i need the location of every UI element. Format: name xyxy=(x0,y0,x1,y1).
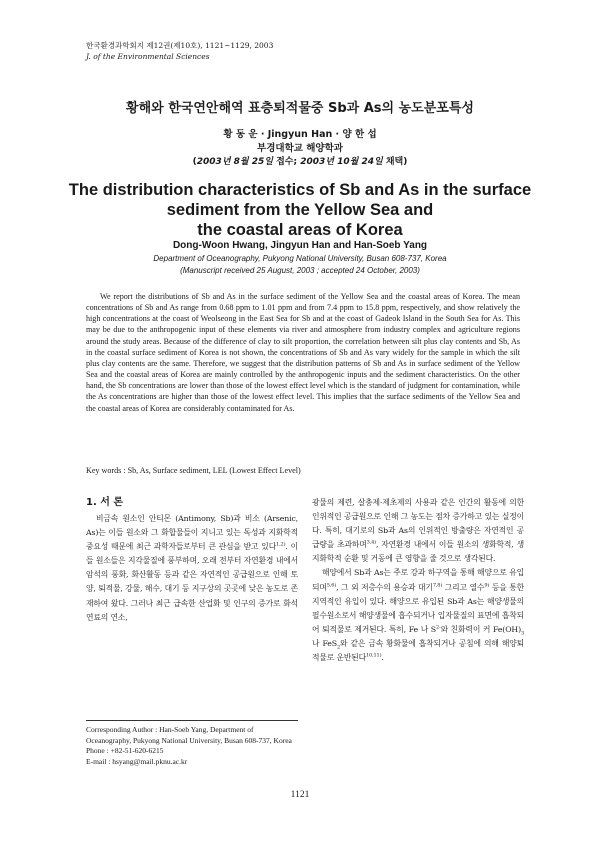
body-column-left xyxy=(86,496,298,625)
citation-ref: 3,4) xyxy=(366,539,376,546)
footnote-author: Corresponding Author : Han-Soeb Yang, Department of Oceanography, Pukyong National University, Busan 608-737, Korea xyxy=(86,725,292,745)
received-date: 2003년 8월 25일 xyxy=(196,157,273,167)
english-title xyxy=(60,180,540,240)
english-title-line: The distribution characteristics of Sb and As in the surface xyxy=(68,181,532,199)
accepted-label: 채택 xyxy=(385,157,404,167)
footnote-phone: Phone : +82-51-620-6215 xyxy=(86,746,164,755)
body-column-right xyxy=(312,496,524,665)
accepted-date: 2003년 10월 24일 xyxy=(300,157,383,167)
citation-ref: 7,8) xyxy=(432,581,443,588)
korean-affiliation: 부경대학교 해양학과 xyxy=(257,143,343,154)
english-authors: Dong-Woon Hwang, Jingyun Han and Han-Soeb Yang xyxy=(172,240,428,251)
paragraph-text: 해양에서 Sb과 As는 주로 강과 하구역을 통해 해양으로 유입되며 xyxy=(312,568,524,592)
paragraph-text: 비금속 원소인 안티몬 (Antimony, Sb)과 비소 (Arsenic, As)는 이들 원소와 그 화합물들이 지니고 있는 독성과 지화학적 중요성 때문에 최근 과학자들로부터 큰 관심을 받고 있다 xyxy=(86,514,298,552)
citation-ref: 5,6) xyxy=(326,581,337,588)
citation-ref: 9) xyxy=(484,581,490,588)
journal-name: J. of the Environmental Sciences xyxy=(86,52,210,61)
received-label: 접수; xyxy=(276,157,298,167)
body-paragraph xyxy=(312,566,524,665)
paragraph-text: 와 친화력이 커 Fe(OH) xyxy=(440,624,521,634)
paragraph-text: , 그 외 저층수의 용승과 대기 xyxy=(336,582,433,592)
journal-citation: 한국환경과학회지 제12권(제10호), 1121~1129, 2003 xyxy=(86,41,274,50)
citation-ref: 1,2) xyxy=(276,541,286,548)
page-number: 1121 xyxy=(290,790,310,800)
manuscript-dates: (Manuscript received 25 August, 2003 ; accepted 24 October, 2003) xyxy=(180,266,420,275)
body-paragraph xyxy=(86,512,298,625)
citation-ref: 10,11) xyxy=(366,652,382,659)
english-title-line: the coastal areas of Korea xyxy=(197,221,403,239)
korean-title: 황해와 한국연안해역 표층퇴적물중 Sb과 As의 농도분포특성 xyxy=(126,101,474,116)
subscript: 3 xyxy=(520,630,525,637)
corresponding-author-footnote xyxy=(86,720,298,767)
paragraph-text: 등을 통한 지역적인 유입이 있다. 해양으로 유입된 Sb과 As는 해양생물의 필수원소로서 해양생물에 흡수되거나 입자물질의 표면에 흡착되어 퇴적물로 제거된다. 특히, Fe 나 S xyxy=(312,582,524,634)
english-affiliation: Department of Oceanography, Pukyong National University, Busan 608-737, Korea xyxy=(153,254,447,263)
paragraph-text: . xyxy=(381,653,384,663)
footnote-email: E-mail : hsyang@mail.pknu.ac.kr xyxy=(86,756,188,766)
superscript-charge: 2- xyxy=(436,624,441,631)
body-paragraph xyxy=(312,496,524,566)
abstract: We report the distributions of Sb and As in the surface sediment of the Yellow Sea and the coastal areas of Korea. The mean concentrations of Sb and As range from 0.68 ppm to 1.01 ppm and from 7.4 ppm to 15.8 ppm, respectively, and show relatively the high concentrations at the coast of Weolseong in the East Sea for Sb and at the coast of Gadeok Island in the South Sea for As. This may be due to the anthropogenic input of these elements via river and atmosphere from industry complex and agriculture regions around the study areas. Because of the difference of clay to silt proportion, the correlation between silt plus clay contents and Sb, As in the coastal surface sediment of Korea is not shown, the concentrations of Sb and As vary widely for the sample in which the silt plus clay contents are the same. Therefore, we suggest that the distribution patterns of Sb and As in surface sediment of the Yellow Sea and the coastal areas of Korea are mainly controlled by the anthropogenic inputs and the sediment characteristics. On the other hand, the Sb concentrations are lower than those of the lowest effect level which is the standard of judgment for contamination, while the As concentrations are higher than those of the lowest effect level. This implies that the surface sediments of the Yellow Sea and the coastal areas of Korea are considerably contaminated for As. xyxy=(86,292,520,413)
section-heading: 1. 서 론 xyxy=(86,497,124,508)
footnote-divider xyxy=(86,720,298,721)
korean-dates: (2003년 8월 25일 접수; 2003년 10월 24일 채택) xyxy=(192,157,408,167)
paragraph-text: . 이들 원소들은 지각물질에 풍부하며, 오래 전부터 자연환경 내에서 암석의 풍화, 화산활동 등과 같은 자연적인 공급원으로 인해 토양, 퇴적물, 강물, 해수, 대기 등 지구상의 곳곳에 낮은 농도로 존재하여 왔다. 그러나 최근 급속한 산업화 및 인구의 증가로 화석연료의 연소, xyxy=(86,542,298,622)
keywords: Key words : Sb, As, Surface sediment, LEL (Lowest Effect Level) xyxy=(86,466,301,475)
paragraph-text: 와 같은 금속 황화물에 흡착되거나 공침에 의해 해양퇴적물로 운반된다 xyxy=(312,638,525,663)
paragraph-text: 나 FeS xyxy=(312,638,337,648)
paragraph-text: 그리고 열수 xyxy=(442,582,485,592)
english-title-line: sediment from the Yellow Sea and xyxy=(166,201,434,219)
paragraph-text: 광물의 제련, 살충제·제초제의 사용과 같은 인간의 활동에 의한 인위적인 공급원으로 인해 그 농도는 점차 증가하고 있는 실정이다. 특히, 대기로의 Sb과 As의 인위적인 방출량은 자연적인 공급량을 초과하며 xyxy=(312,498,524,550)
korean-authors: 황 동 운 · Jingyun Han · 양 한 섭 xyxy=(223,129,377,140)
subscript: 2 xyxy=(336,644,340,651)
paragraph-text: , 자연환경 내에서 이들 원소의 생화학적, 생지화학적 순환 및 거동에 큰 영향을 줄 것으로 생각된다. xyxy=(312,540,524,564)
